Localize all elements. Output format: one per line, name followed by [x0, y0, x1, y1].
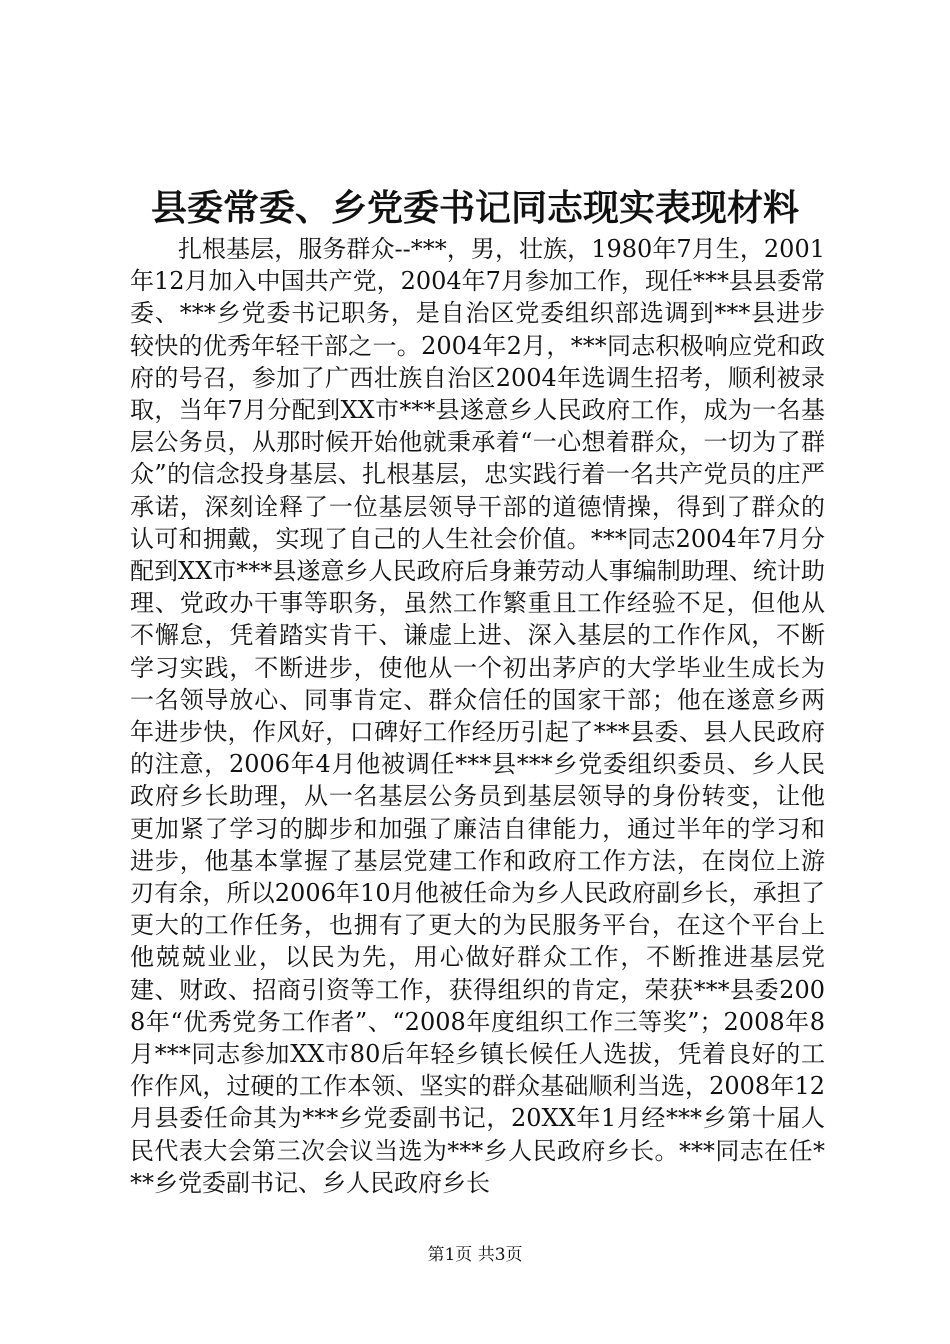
- page-number: 第1页 共3页: [427, 1245, 523, 1265]
- body-paragraph: 扎根基层，服务群众--***，男，壮族，1980年7月生，2001年12月加入中国共产党，2004年7月参加工作，现任***县县委常委、***乡党委书记职务，是自治区党委组织部选调到***县进步较快的优秀年轻干部之一。2004年2月，***同志积极响应党和政府的号召，参加了广西壮族自治区2004年选调生招考，顺利被录取，当年7月分配到XX市***县遂意乡人民政府工作，成为一名基层公务员，从那时候开始他就秉承着“一心想着群众，一切为了群众”的信念投身基层、扎根基层，忠实践行着一名共产党员的庄严承诺，深刻诠释了一位基层领导干部的道德情操，得到了群众的认可和拥戴，实现了自己的人生社会价值。***同志2004年7月分配到XX市***县遂意乡人民政府后身兼劳动人事编制助理、统计助理、党政办干事等职务，虽然工作繁重且工作经验不足，但他从不懈怠，凭着踏实肯干、谦虚上进、深入基层的工作作风，不断学习实践，不断进步，使他从一个初出茅庐的大学毕业生成长为一名领导放心、同事肯定、群众信任的国家干部；他在遂意乡两年进步快，作风好，口碑好工作经历引起了***县委、县人民政府的注意，2006年4月他被调任***县***乡党委组织委员、乡人民政府乡长助理，从一名基层公务员到基层领导的身份转变，让他更加紧了学习的脚步和加强了廉洁自律能力，通过半年的学习和进步，他基本掌握了基层党建工作和政府工作方法，在岗位上游刃有余，所以2006年10月他被任命为乡人民政府副乡长，承担了更大的工作任务，也拥有了更大的为民服务平台，在这个平台上他兢兢业业，以民为先，用心做好群众工作，不断推进基层党建、财政、招商引资等工作，获得组织的肯定，荣获***县委2008年“优秀党务工作者”、“2008年度组织工作三等奖”；2008年8月***同志参加XX市80后年轻乡镇长候任人选拔，凭着良好的工作作风，过硬的工作本领、坚实的群众基础顺利当选，2008年12月县委任命其为***乡党委副书记，20XX年1月经***乡第十届人民代表大会第三次会议当选为***乡人民政府乡长。***同志在任***乡党委副书记、乡人民政府乡长: [130, 235, 825, 1197]
- page-title: 县委常委、乡党委书记同志现实表现材料: [150, 187, 799, 229]
